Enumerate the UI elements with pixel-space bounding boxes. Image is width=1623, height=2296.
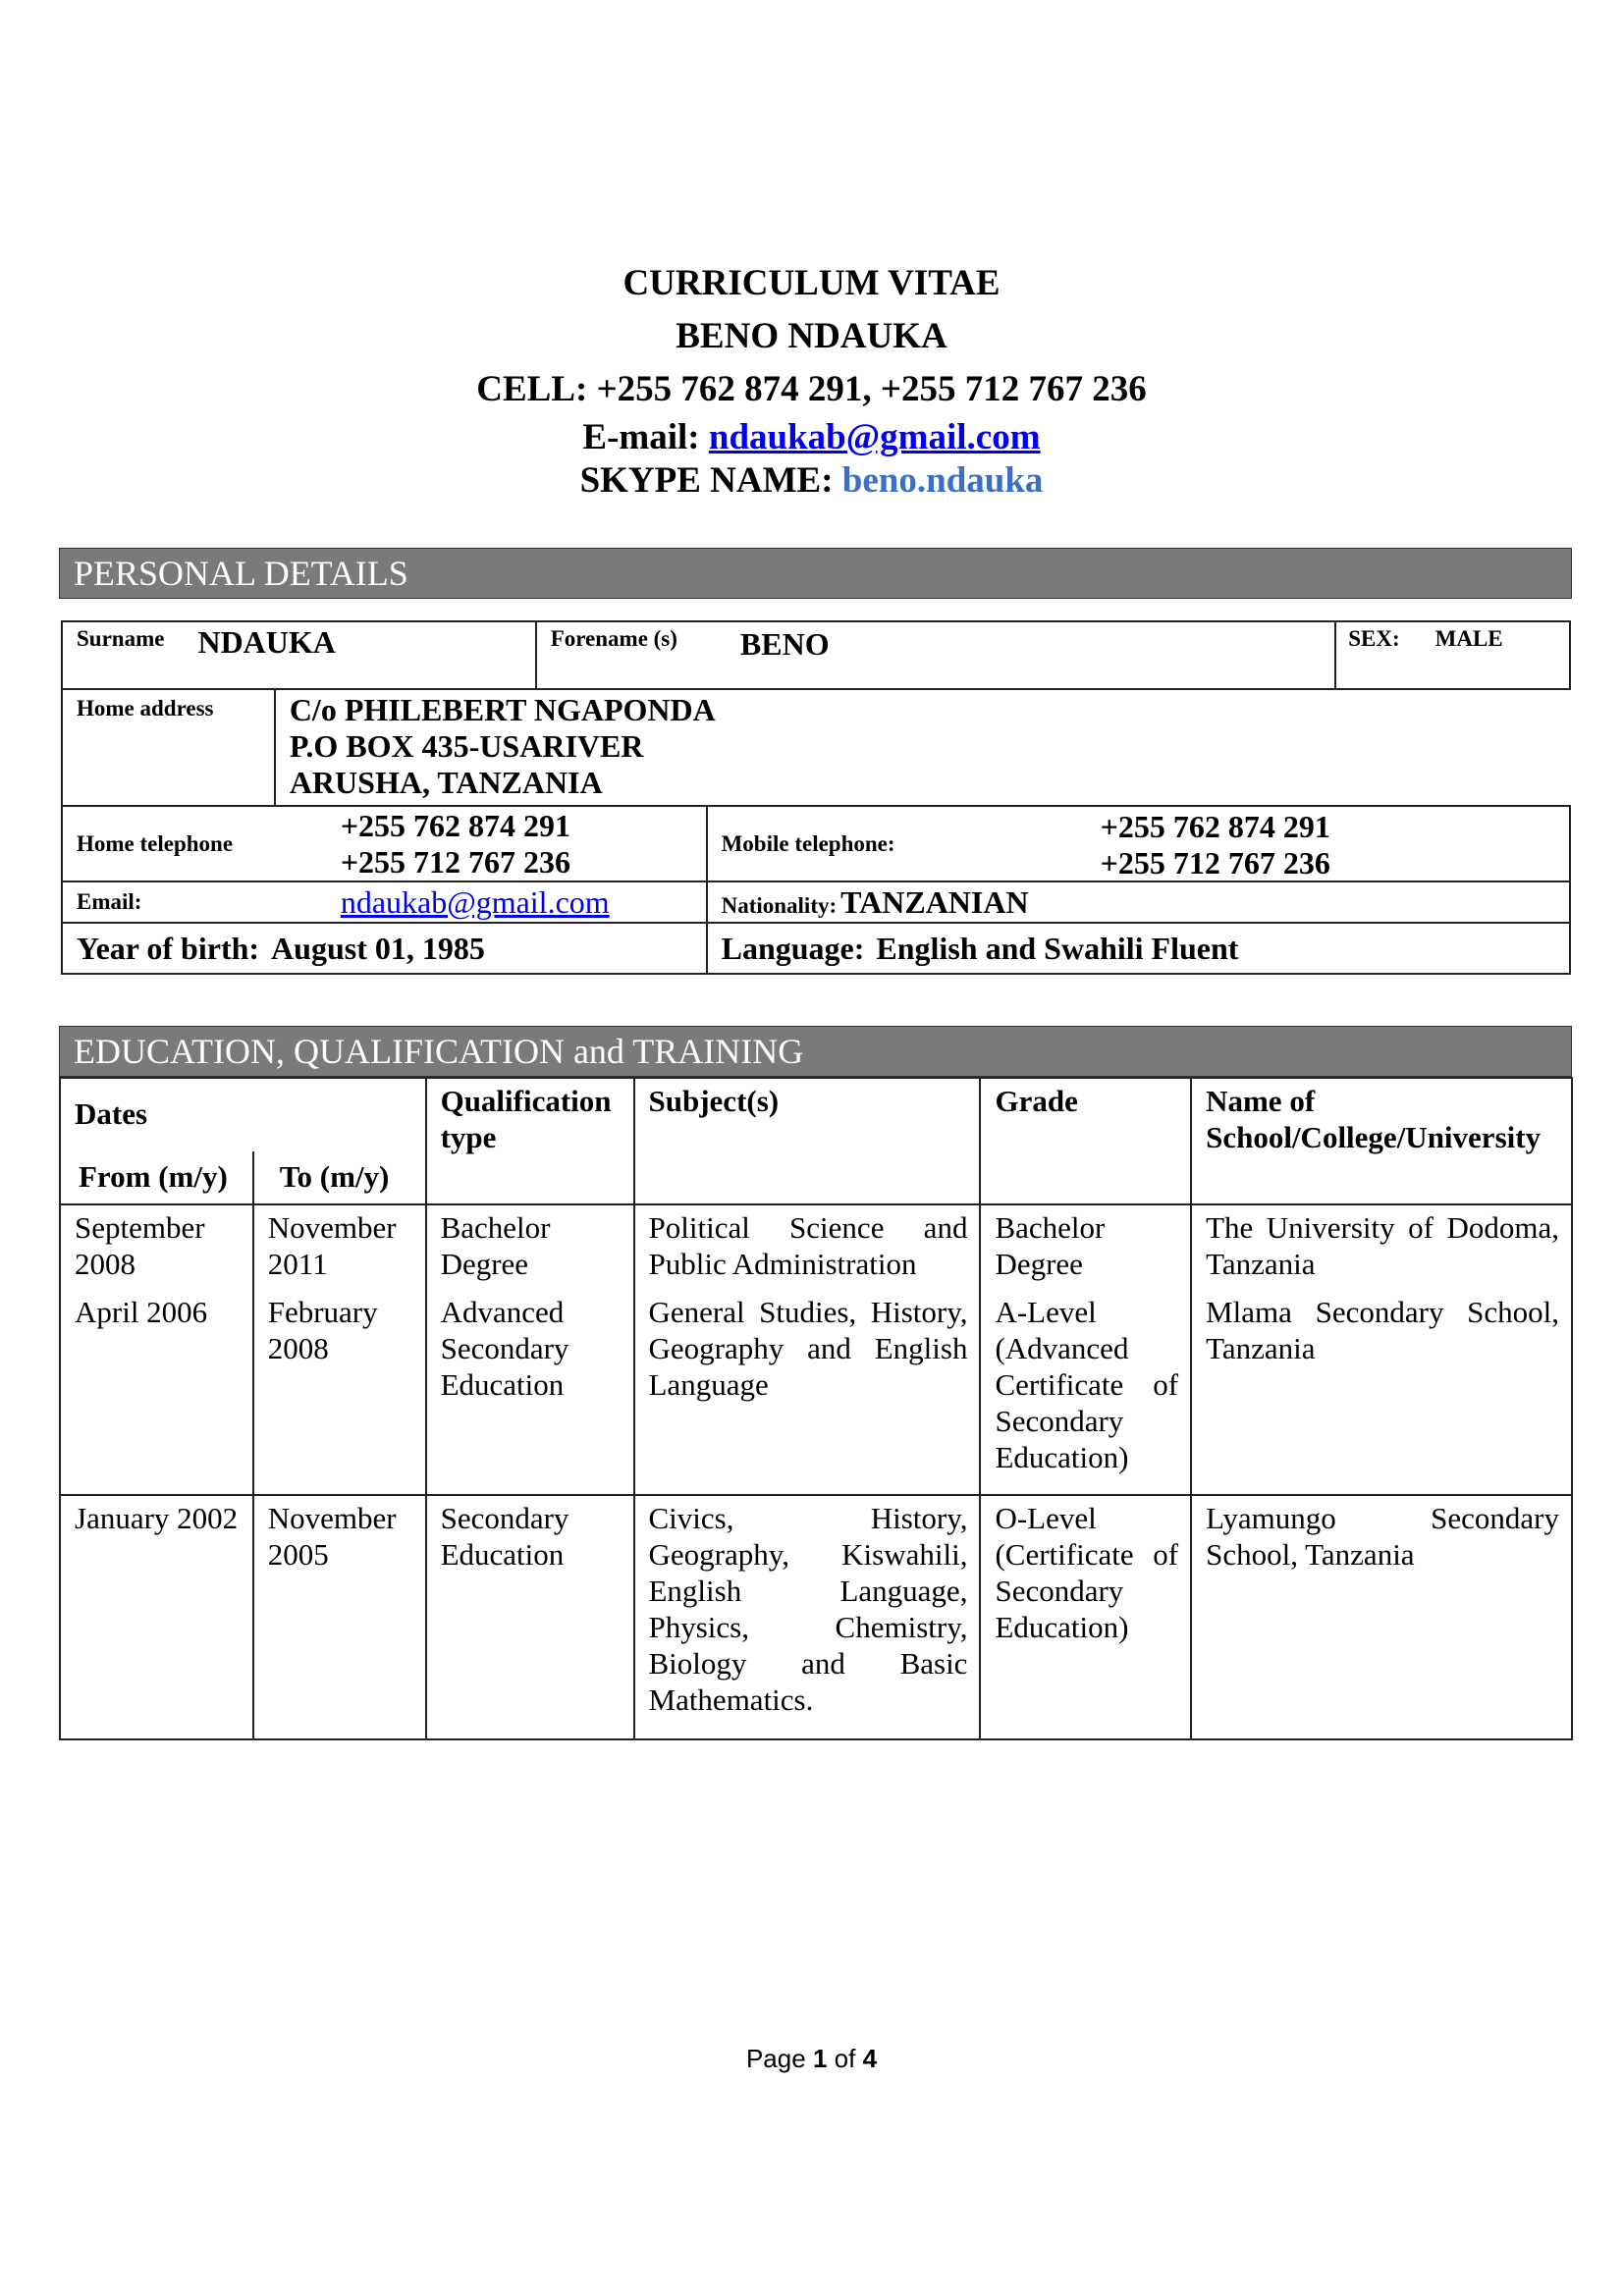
address-line: ARUSHA, TANZANIA xyxy=(289,765,603,800)
grade-cell: Bachelor Degree xyxy=(980,1204,1191,1289)
yob-cell xyxy=(62,923,707,974)
subjects-cell: Civics, History, Geography, Kiswahili, English Language, Physics, Chemistry, Biology and Basic Mathematics. xyxy=(634,1495,981,1739)
subjects-cell: Political Science and Public Administration xyxy=(634,1204,981,1289)
surname-value: NDAUKA xyxy=(197,624,336,660)
from-cell: September 2008 xyxy=(60,1204,253,1289)
school-cell: The University of Dodoma, Tanzania xyxy=(1191,1204,1572,1289)
nationality-value: TANZANIAN xyxy=(840,883,1029,920)
sex-label: SEX: xyxy=(1348,626,1400,651)
education-table xyxy=(59,1077,1573,1740)
mobile-values xyxy=(1101,807,1330,882)
grade-header: Grade xyxy=(980,1078,1191,1204)
forename-value: BENO xyxy=(739,626,830,662)
skype-value: beno.ndauka xyxy=(841,460,1044,501)
person-name: BENO NDAUKA xyxy=(676,316,947,356)
from-header: From (m/y) xyxy=(60,1150,253,1204)
email-field-link[interactable]: ndaukab@gmail.com xyxy=(340,883,610,920)
address-value-cell xyxy=(275,689,1570,806)
address-line: C/o PHILEBERT NGAPONDA xyxy=(289,692,716,727)
email-label-cell xyxy=(62,881,275,923)
total-pages: 4 xyxy=(862,2044,878,2073)
yob-label: Year of birth: xyxy=(77,930,260,966)
language-cell xyxy=(707,923,1570,974)
mobile-cell xyxy=(707,806,1570,881)
forename-cell xyxy=(536,621,1336,689)
table-row xyxy=(60,1289,1572,1495)
address-line: P.O BOX 435-USARIVER xyxy=(289,728,644,764)
qualification-header: Qualification type xyxy=(426,1078,634,1204)
language-label: Language: xyxy=(721,930,865,966)
home-tel-value-cell xyxy=(275,806,707,881)
language-value: English and Swahili Fluent xyxy=(876,930,1239,966)
home-tel-line: +255 762 874 291 xyxy=(340,807,571,843)
email-value-cell xyxy=(275,881,707,923)
grade-cell: A-Level (Advanced Certificate of Secondary Education) xyxy=(980,1289,1191,1495)
to-cell: November 2011 xyxy=(253,1204,426,1289)
current-page: 1 xyxy=(812,2044,828,2073)
skype-label: SKYPE NAME: xyxy=(579,460,834,501)
page-number xyxy=(0,2044,1623,2074)
email-line xyxy=(0,416,1623,459)
to-header: To (m/y) xyxy=(253,1150,426,1204)
cell-value: +255 762 874 291, +255 712 767 236 xyxy=(596,369,1147,409)
mobile-label: Mobile telephone: xyxy=(721,830,895,856)
email-link[interactable]: ndaukab@gmail.com xyxy=(708,417,1041,457)
table-row xyxy=(60,1204,1572,1289)
cell-label: CELL: xyxy=(476,369,588,409)
dates-header: Dates xyxy=(60,1078,426,1150)
school-cell: Lyamungo Secondary School, Tanzania xyxy=(1191,1495,1572,1739)
cv-title: CURRICULUM VITAE xyxy=(622,263,1001,303)
to-cell: November 2005 xyxy=(253,1495,426,1739)
subjects-cell: General Studies, History, Geography and English Language xyxy=(634,1289,981,1495)
from-cell: April 2006 xyxy=(60,1289,253,1495)
table-row xyxy=(60,1495,1572,1739)
surname-cell xyxy=(62,621,536,689)
subjects-header: Subject(s) xyxy=(634,1078,981,1204)
qualification-cell: Bachelor Degree xyxy=(426,1204,634,1289)
sex-value: MALE xyxy=(1434,626,1503,651)
personal-details-heading: PERSONAL DETAILS xyxy=(59,548,1572,599)
home-tel-label: Home telephone xyxy=(77,830,234,856)
email-field-label: Email: xyxy=(77,889,142,914)
yob-value: August 01, 1985 xyxy=(271,930,485,966)
nationality-cell xyxy=(707,881,1570,923)
grade-cell: O-Level (Certificate of Secondary Education) xyxy=(980,1495,1191,1739)
mobile-line: +255 712 767 236 xyxy=(1100,844,1330,881)
home-tel-line: +255 712 767 236 xyxy=(340,843,571,880)
sex-cell xyxy=(1335,621,1570,689)
school-header: Name of School/College/University xyxy=(1191,1078,1572,1204)
personal-details-table xyxy=(61,620,1571,975)
education-heading: EDUCATION, QUALIFICATION and TRAINING xyxy=(59,1026,1572,1077)
qualification-cell: Advanced Secondary Education xyxy=(426,1289,634,1495)
address-label-cell xyxy=(62,689,275,806)
email-label: E-mail: xyxy=(582,417,700,457)
mobile-line: +255 762 874 291 xyxy=(1100,808,1330,844)
home-tel-label-cell xyxy=(62,806,275,881)
from-cell: January 2002 xyxy=(60,1495,253,1739)
to-cell: February 2008 xyxy=(253,1289,426,1495)
skype-line xyxy=(0,459,1623,503)
nationality-label: Nationality: xyxy=(721,892,838,918)
qualification-cell: Secondary Education xyxy=(426,1495,634,1739)
address-label: Home address xyxy=(77,696,214,721)
of-word: of xyxy=(834,2044,856,2073)
surname-label: Surname xyxy=(77,626,165,651)
forename-label: Forename (s) xyxy=(550,626,677,651)
school-cell: Mlama Secondary School, Tanzania xyxy=(1191,1289,1572,1495)
cv-header xyxy=(0,257,1623,503)
cell-line xyxy=(0,363,1623,416)
page-word: Page xyxy=(745,2044,806,2073)
